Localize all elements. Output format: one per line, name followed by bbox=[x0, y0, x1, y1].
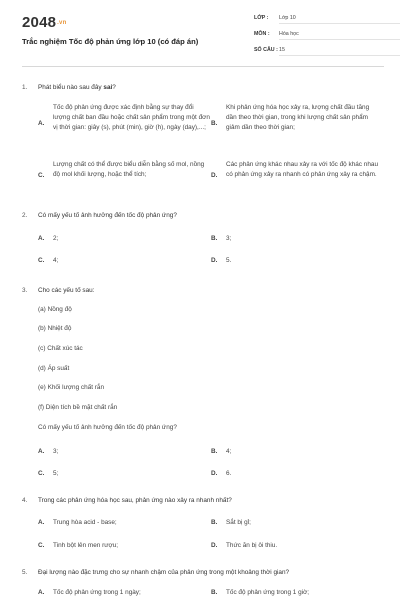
factor-item: (b) Nhiệt độ bbox=[38, 325, 72, 332]
option-text: 3; bbox=[53, 448, 59, 455]
question-followup: Có mấy yếu tố ảnh hưởng đến tốc độ phản ứng? bbox=[38, 424, 177, 431]
option-letter: B. bbox=[211, 589, 218, 596]
option-text: Tốc độ phản ứng trong 1 ngày; bbox=[53, 589, 141, 596]
option-letter: D. bbox=[211, 542, 218, 549]
meta-label: SỐ CÂU : bbox=[254, 47, 278, 53]
page-header bbox=[22, 8, 382, 72]
option-letter: B. bbox=[211, 235, 218, 242]
option-letter: B. bbox=[211, 448, 218, 455]
meta-underline bbox=[279, 55, 400, 56]
factor-item: (f) Diện tích bề mặt chất rắn bbox=[38, 404, 118, 411]
option-text: Tinh bột lên men rượu; bbox=[53, 542, 119, 549]
option-letter: C. bbox=[38, 171, 45, 179]
option-text: 4; bbox=[53, 257, 59, 264]
option-text: 5; bbox=[53, 470, 59, 477]
question-text-emphasis: sai bbox=[103, 84, 113, 91]
option-letter: B. bbox=[211, 119, 218, 127]
question-number: 5. bbox=[22, 569, 28, 576]
option-letter: D. bbox=[211, 470, 218, 477]
option-1a[interactable] bbox=[38, 103, 210, 145]
option-1d[interactable] bbox=[211, 160, 379, 192]
factor-item: (e) Khối lượng chất rắn bbox=[38, 384, 105, 391]
option-text: Tốc độ phản ứng trong 1 giờ; bbox=[226, 589, 310, 596]
option-text: Các phản ứng khác nhau xảy ra với tốc độ khác nhau có phản ứng xảy ra nhanh có phản ứng xảy ra chậm. bbox=[226, 161, 378, 179]
meta-subject bbox=[254, 30, 400, 40]
option-letter: A. bbox=[38, 235, 45, 242]
option-text: Tốc độ phản ứng được xác định bằng sự thay đổi lượng chất ban đầu hoặc chất sản phẩm trong một đơn vị thời gian: giây (s), phút (min), giờ (h), ngày (day),...; bbox=[53, 104, 210, 132]
option-letter: B. bbox=[211, 519, 218, 526]
option-text: Thức ăn bị ôi thiu. bbox=[226, 542, 278, 549]
meta-count bbox=[254, 46, 400, 56]
page-title: Trắc nghiệm Tốc độ phản ứng lớp 10 (có đáp án) bbox=[22, 37, 199, 46]
option-text: 3; bbox=[226, 235, 232, 242]
question-text: Đại lượng nào đặc trưng cho sự nhanh chậm của phản ứng trong một khoảng thời gian? bbox=[38, 569, 290, 576]
option-letter: D. bbox=[211, 171, 218, 179]
question-text-part: ? bbox=[112, 84, 116, 91]
meta-value: Lớp 10 bbox=[279, 15, 296, 21]
factor-item: (d) Áp suất bbox=[38, 365, 70, 372]
option-1c[interactable] bbox=[38, 160, 210, 192]
meta-label: LỚP : bbox=[254, 15, 269, 21]
header-divider bbox=[22, 66, 384, 67]
option-letter: C. bbox=[38, 470, 45, 477]
question-text-part: Phát biểu nào sau đây bbox=[38, 84, 104, 91]
question-number: 3. bbox=[22, 287, 28, 294]
option-text: 6. bbox=[226, 470, 232, 477]
option-text: 4; bbox=[226, 448, 232, 455]
site-logo[interactable] bbox=[22, 14, 66, 31]
option-text: Sắt bị gỉ; bbox=[226, 519, 251, 526]
question-text bbox=[38, 83, 384, 93]
option-letter: A. bbox=[38, 448, 45, 455]
option-1b[interactable] bbox=[211, 103, 379, 145]
option-letter: A. bbox=[38, 119, 45, 127]
option-letter: C. bbox=[38, 542, 45, 549]
question-number: 4. bbox=[22, 497, 28, 504]
option-letter: C. bbox=[38, 257, 45, 264]
option-letter: D. bbox=[211, 257, 218, 264]
question-number: 1. bbox=[22, 84, 28, 91]
meta-value: Hóa học bbox=[279, 31, 299, 37]
option-text: Lượng chất có thể được biểu diễn bằng số mol, nồng độ mol khối lượng, hoặc thể tích; bbox=[53, 161, 205, 179]
question-text: Cho các yếu tố sau: bbox=[38, 287, 95, 294]
option-letter: A. bbox=[38, 519, 45, 526]
meta-label: MÔN : bbox=[254, 31, 270, 37]
question-text: Trong các phản ứng hóa học sau, phản ứng nào xảy ra nhanh nhất? bbox=[38, 497, 232, 504]
option-letter: A. bbox=[38, 589, 45, 596]
option-text: Trung hòa acid - base; bbox=[53, 519, 117, 526]
option-text: 5. bbox=[226, 257, 232, 264]
logo-suffix: .vn bbox=[57, 20, 67, 27]
factor-item: (c) Chất xúc tác bbox=[38, 345, 83, 352]
meta-value: 15 bbox=[279, 47, 285, 53]
logo-main: 2048 bbox=[22, 14, 57, 31]
question-text: Có mấy yếu tố ảnh hưởng đến tốc độ phản ứng? bbox=[38, 212, 177, 219]
meta-underline bbox=[279, 23, 400, 24]
option-text: 2; bbox=[53, 235, 59, 242]
question-number: 2. bbox=[22, 212, 28, 219]
factor-item: (a) Nồng độ bbox=[38, 306, 72, 313]
option-text: Khi phản ứng hóa học xảy ra, lượng chất đầu tăng dần theo thời gian, trong khi lượng chất sản phẩm giảm dần theo thời gian; bbox=[226, 104, 370, 132]
meta-class bbox=[254, 14, 400, 24]
meta-underline bbox=[279, 39, 400, 40]
